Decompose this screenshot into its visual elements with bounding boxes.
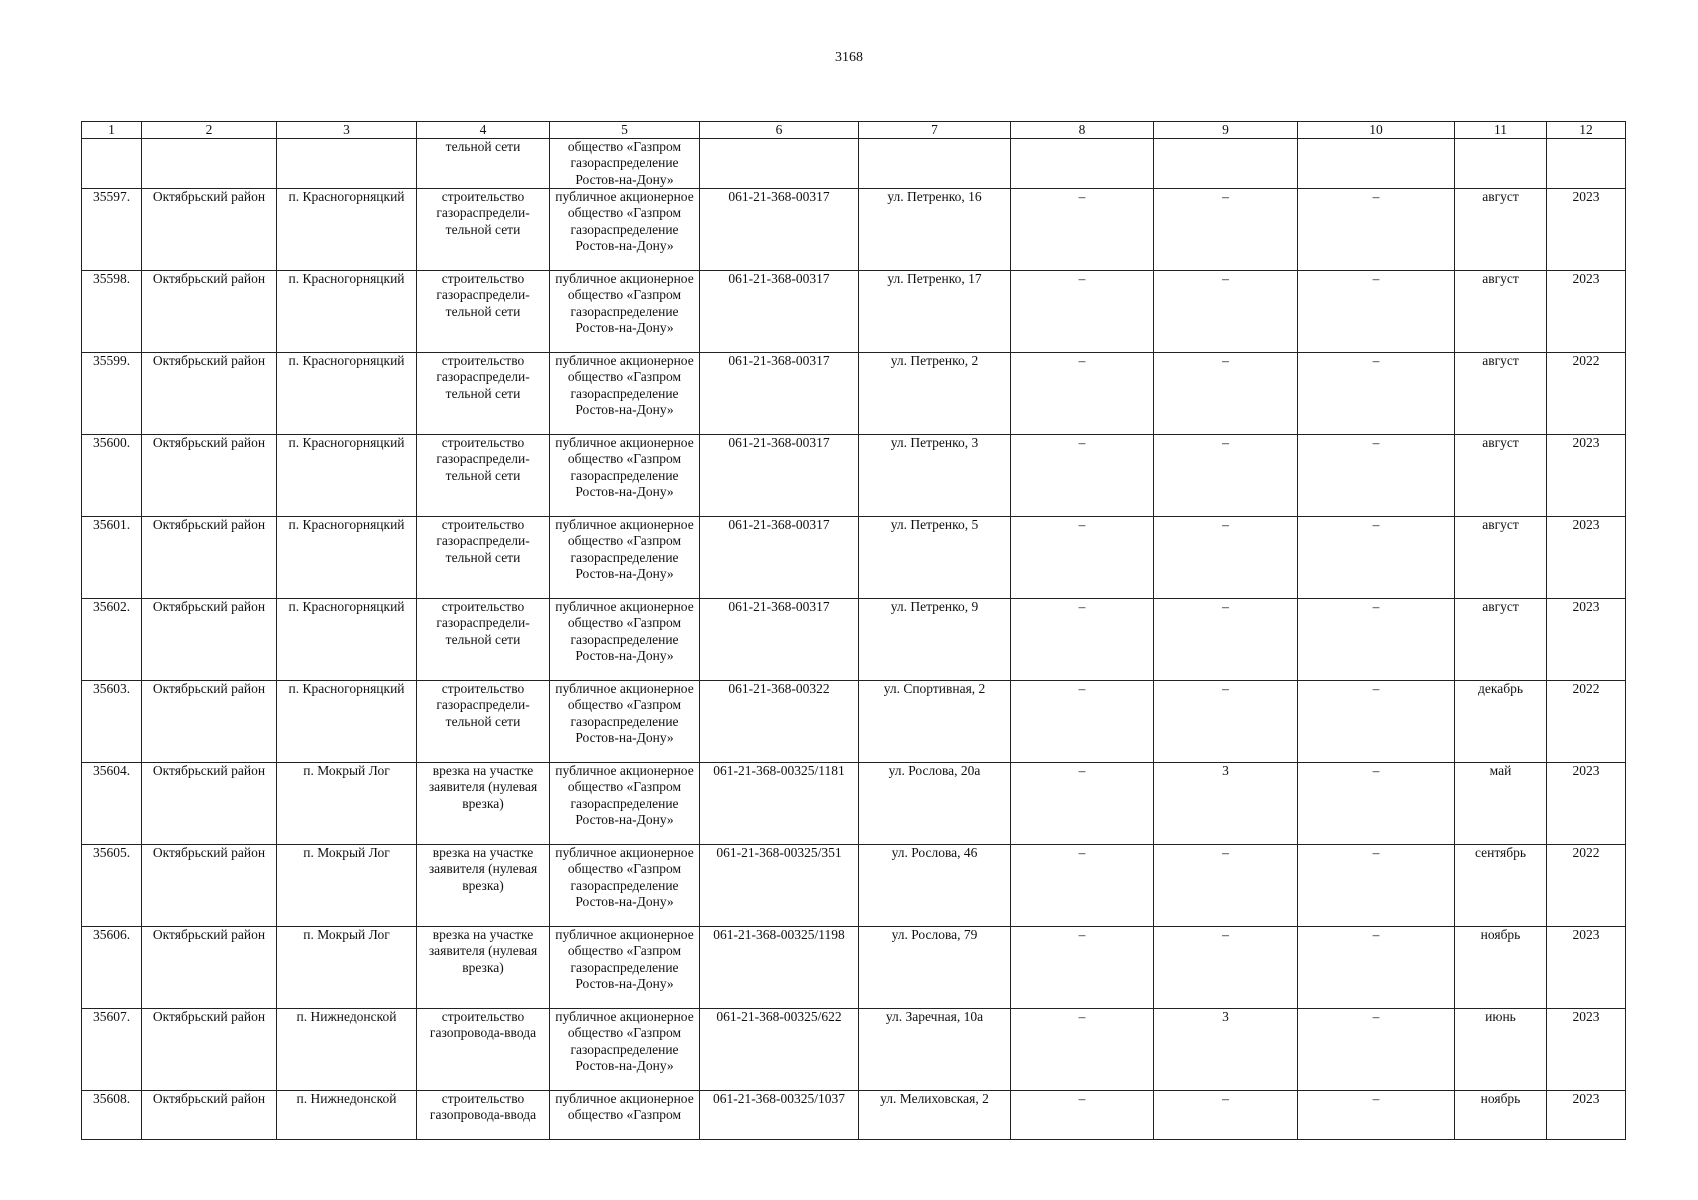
cell-empty [1547,139,1626,189]
cell-district: Октябрьский район [142,189,277,271]
column-header: 1 [82,122,142,139]
cell-locality: п. Мокрый Лог [277,927,417,1009]
cell-district: Октябрьский район [142,845,277,927]
cell-empty [82,139,142,189]
page-number: 3168 [835,50,863,65]
column-header: 8 [1011,122,1154,139]
continuation-row [82,139,1626,189]
cell-address: ул. Рослова, 46 [859,845,1011,927]
cell-work: строительство газораспредели-тельной сети [417,599,550,681]
cell-empty [700,139,859,189]
table-row [82,1091,1626,1140]
column-header: 2 [142,122,277,139]
cell-code: 061-21-368-00325/1198 [700,927,859,1009]
table-row [82,599,1626,681]
cell-org: публичное акционерное общество «Газпром газораспределение Ростов-на-Дону» [550,271,700,353]
cell-col9: – [1154,517,1298,599]
cell-col9: – [1154,353,1298,435]
cell-col10: – [1298,353,1455,435]
cell-locality: п. Красногорняцкий [277,271,417,353]
cell-locality: п. Красногорняцкий [277,599,417,681]
cell-col10: – [1298,1009,1455,1091]
cell-number: 35603. [82,681,142,763]
cell-col8: – [1011,435,1154,517]
cell-district: Октябрьский район [142,763,277,845]
cell-district: Октябрьский район [142,681,277,763]
table-row [82,1009,1626,1091]
cell-year: 2023 [1547,599,1626,681]
cell-district: Октябрьский район [142,435,277,517]
column-header: 7 [859,122,1011,139]
cell-year: 2023 [1547,927,1626,1009]
cell-address: ул. Рослова, 79 [859,927,1011,1009]
cell-code: 061-21-368-00325/1037 [700,1091,859,1140]
cell-empty [142,139,277,189]
cell-locality: п. Красногорняцкий [277,517,417,599]
column-header: 6 [700,122,859,139]
cell-col10: – [1298,1091,1455,1140]
cell-month: май [1455,763,1547,845]
cell-col10: – [1298,271,1455,353]
cell-year: 2023 [1547,763,1626,845]
cell-empty [1011,139,1154,189]
cell-col8: – [1011,353,1154,435]
cell-empty [277,139,417,189]
cell-number: 35608. [82,1091,142,1140]
cell-code: 061-21-368-00325/351 [700,845,859,927]
cell-locality: п. Красногорняцкий [277,189,417,271]
cell-col9: – [1154,435,1298,517]
cell-locality: п. Красногорняцкий [277,353,417,435]
cell-col8: – [1011,763,1154,845]
cell-org: публичное акционерное общество «Газпром газораспределение Ростов-на-Дону» [550,1009,700,1091]
cell-work: строительство газораспредели-тельной сети [417,681,550,763]
cell-empty [1298,139,1455,189]
cell-col9: – [1154,189,1298,271]
cell-year: 2023 [1547,189,1626,271]
cell-address: ул. Петренко, 3 [859,435,1011,517]
cell-col10: – [1298,517,1455,599]
cell-year: 2022 [1547,681,1626,763]
column-header: 12 [1547,122,1626,139]
cell-empty [859,139,1011,189]
cell-locality: п. Нижнедонской [277,1009,417,1091]
cell-district: Октябрьский район [142,1009,277,1091]
cell-month: август [1455,271,1547,353]
cell-year: 2022 [1547,353,1626,435]
column-header: 4 [417,122,550,139]
cell-col9: – [1154,681,1298,763]
cell-month: декабрь [1455,681,1547,763]
cell-col8: – [1011,599,1154,681]
cell-month: ноябрь [1455,1091,1547,1140]
cell-locality: п. Мокрый Лог [277,763,417,845]
cell-col8: – [1011,845,1154,927]
cell-work: врезка на участке заявителя (нулевая врезка) [417,927,550,1009]
column-header: 3 [277,122,417,139]
cell-number: 35599. [82,353,142,435]
cell-empty [1455,139,1547,189]
cell-district: Октябрьский район [142,353,277,435]
cell-year: 2023 [1547,517,1626,599]
cell-address: ул. Петренко, 16 [859,189,1011,271]
cell-number: 35606. [82,927,142,1009]
cell-col9: – [1154,927,1298,1009]
cell-code: 061-21-368-00325/622 [700,1009,859,1091]
cell-locality: п. Мокрый Лог [277,845,417,927]
cell-address: ул. Петренко, 17 [859,271,1011,353]
cell-month: июнь [1455,1009,1547,1091]
cell-address: ул. Петренко, 9 [859,599,1011,681]
table-row [82,681,1626,763]
cell-number: 35607. [82,1009,142,1091]
cell-number: 35602. [82,599,142,681]
cell-number: 35598. [82,271,142,353]
cell-col10: – [1298,763,1455,845]
cell-locality: п. Красногорняцкий [277,435,417,517]
cell-month: сентябрь [1455,845,1547,927]
cell-col9: – [1154,845,1298,927]
table-row [82,353,1626,435]
cell-col10: – [1298,189,1455,271]
cell-org: публичное акционерное общество «Газпром газораспределение Ростов-на-Дону» [550,189,700,271]
cell-col8: – [1011,1009,1154,1091]
cell-col10: – [1298,845,1455,927]
registry-table [81,121,1626,1140]
cell-work: строительство газораспредели-тельной сети [417,271,550,353]
cell-work: строительство газопровода-ввода [417,1091,550,1140]
cell-col8: – [1011,189,1154,271]
cell-number: 35605. [82,845,142,927]
cell-locality: п. Красногорняцкий [277,681,417,763]
cell-code: 061-21-368-00317 [700,189,859,271]
cell-number: 35604. [82,763,142,845]
table-header [82,122,1626,139]
cell-number: 35600. [82,435,142,517]
cell-code: 061-21-368-00317 [700,599,859,681]
cell-col9: – [1154,1091,1298,1140]
table-row [82,435,1626,517]
cell-month: август [1455,517,1547,599]
cell-code: 061-21-368-00325/1181 [700,763,859,845]
cell-work: врезка на участке заявителя (нулевая врезка) [417,763,550,845]
cell-address: ул. Петренко, 2 [859,353,1011,435]
cell-year: 2023 [1547,1009,1626,1091]
cell-month: август [1455,189,1547,271]
cell-work: строительство газораспредели-тельной сети [417,435,550,517]
cell-col8: – [1011,927,1154,1009]
cell-org: общество «Газпром газораспределение Ростов-на-Дону» [550,139,700,189]
column-header: 10 [1298,122,1455,139]
column-header: 5 [550,122,700,139]
column-header: 11 [1455,122,1547,139]
cell-org: публичное акционерное общество «Газпром газораспределение Ростов-на-Дону» [550,681,700,763]
cell-address: ул. Мелиховская, 2 [859,1091,1011,1140]
cell-code: 061-21-368-00317 [700,435,859,517]
cell-code: 061-21-368-00317 [700,271,859,353]
table-row [82,271,1626,353]
cell-col9: – [1154,271,1298,353]
cell-org: публичное акционерное общество «Газпром [550,1091,700,1140]
table-row [82,517,1626,599]
cell-address: ул. Заречная, 10а [859,1009,1011,1091]
cell-code: 061-21-368-00317 [700,353,859,435]
cell-work: тельной сети [417,139,550,189]
table-body [82,139,1626,1140]
cell-year: 2023 [1547,435,1626,517]
cell-empty [1154,139,1298,189]
cell-number: 35601. [82,517,142,599]
cell-year: 2023 [1547,271,1626,353]
cell-col8: – [1011,271,1154,353]
cell-month: ноябрь [1455,927,1547,1009]
table-row [82,763,1626,845]
cell-org: публичное акционерное общество «Газпром газораспределение Ростов-на-Дону» [550,763,700,845]
cell-month: август [1455,353,1547,435]
cell-org: публичное акционерное общество «Газпром газораспределение Ростов-на-Дону» [550,599,700,681]
cell-district: Октябрьский район [142,271,277,353]
cell-col9: 3 [1154,1009,1298,1091]
column-header: 9 [1154,122,1298,139]
cell-col8: – [1011,1091,1154,1140]
table-row [82,845,1626,927]
cell-district: Октябрьский район [142,1091,277,1140]
cell-work: строительство газораспредели-тельной сети [417,517,550,599]
cell-code: 061-21-368-00322 [700,681,859,763]
cell-district: Октябрьский район [142,599,277,681]
cell-number: 35597. [82,189,142,271]
cell-address: ул. Спортивная, 2 [859,681,1011,763]
cell-address: ул. Рослова, 20а [859,763,1011,845]
cell-org: публичное акционерное общество «Газпром газораспределение Ростов-на-Дону» [550,927,700,1009]
cell-org: публичное акционерное общество «Газпром газораспределение Ростов-на-Дону» [550,435,700,517]
cell-address: ул. Петренко, 5 [859,517,1011,599]
cell-district: Октябрьский район [142,517,277,599]
table-row [82,189,1626,271]
cell-col10: – [1298,435,1455,517]
cell-code: 061-21-368-00317 [700,517,859,599]
cell-col10: – [1298,599,1455,681]
cell-col10: – [1298,927,1455,1009]
cell-col9: – [1154,599,1298,681]
cell-month: август [1455,435,1547,517]
table-row [82,927,1626,1009]
cell-work: строительство газораспредели-тельной сети [417,353,550,435]
cell-org: публичное акционерное общество «Газпром газораспределение Ростов-на-Дону» [550,353,700,435]
cell-month: август [1455,599,1547,681]
cell-work: строительство газопровода-ввода [417,1009,550,1091]
column-numbers-row [82,122,1626,139]
cell-col8: – [1011,517,1154,599]
cell-org: публичное акционерное общество «Газпром газораспределение Ростов-на-Дону» [550,517,700,599]
cell-district: Октябрьский район [142,927,277,1009]
cell-work: строительство газораспредели-тельной сети [417,189,550,271]
cell-work: врезка на участке заявителя (нулевая врезка) [417,845,550,927]
cell-col9: 3 [1154,763,1298,845]
cell-year: 2022 [1547,845,1626,927]
cell-col8: – [1011,681,1154,763]
cell-locality: п. Нижнедонской [277,1091,417,1140]
cell-col10: – [1298,681,1455,763]
cell-year: 2023 [1547,1091,1626,1140]
cell-org: публичное акционерное общество «Газпром газораспределение Ростов-на-Дону» [550,845,700,927]
